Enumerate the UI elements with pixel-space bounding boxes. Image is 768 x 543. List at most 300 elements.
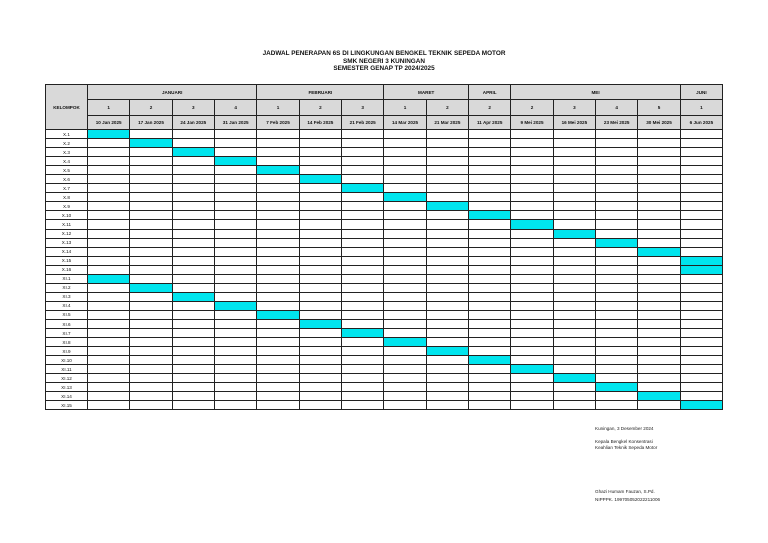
schedule-cell [638,202,680,211]
schedule-cell [384,283,426,292]
schedule-cell [257,184,299,193]
schedule-cell [257,338,299,347]
schedule-cell [638,319,680,328]
schedule-cell [257,374,299,383]
schedule-cell [680,211,722,220]
schedule-cell [469,148,511,157]
schedule-cell [299,184,341,193]
schedule-cell [511,292,553,301]
schedule-cell [426,157,468,166]
schedule-cell [511,256,553,265]
schedule-cell [638,329,680,338]
date-header: 16 Mei 2025 [553,116,595,130]
schedule-cell [299,148,341,157]
schedule-cell [172,238,214,247]
schedule-cell [214,220,256,229]
schedule-cell [469,130,511,139]
schedule-cell [553,130,595,139]
schedule-cell [342,374,384,383]
schedule-cell [172,338,214,347]
week-header: 4 [214,100,256,116]
schedule-cell [596,220,638,229]
schedule-cell [511,383,553,392]
week-header: 1 [680,100,722,116]
group-label: X.5 [46,166,88,175]
week-header: 5 [638,100,680,116]
schedule-cell [680,148,722,157]
schedule-cell [596,184,638,193]
schedule-cell [638,157,680,166]
schedule-cell [172,347,214,356]
date-header: 17 Jan 2025 [130,116,172,130]
schedule-cell [511,184,553,193]
schedule-cell [553,338,595,347]
schedule-cell [680,166,722,175]
schedule-cell [342,157,384,166]
schedule-cell [426,301,468,310]
schedule-cell [553,175,595,184]
schedule-cell [426,247,468,256]
table-row [46,202,723,211]
schedule-cell [342,338,384,347]
schedule-cell [426,338,468,347]
group-label: XI.8 [46,338,88,347]
schedule-cell [342,238,384,247]
schedule-cell [469,347,511,356]
schedule-cell [342,319,384,328]
schedule-cell [214,130,256,139]
schedule-cell [596,319,638,328]
schedule-cell [511,274,553,283]
schedule-cell [553,220,595,229]
schedule-cell [299,265,341,274]
group-label: XI.7 [46,329,88,338]
schedule-cell [257,157,299,166]
schedule-cell [342,193,384,202]
schedule-cell [638,265,680,274]
schedule-cell [257,130,299,139]
schedule-cell [130,148,172,157]
schedule-cell [299,401,341,410]
schedule-cell [88,157,130,166]
scheduled-cell [342,329,384,338]
schedule-cell [342,130,384,139]
schedule-cell [299,374,341,383]
schedule-cell [214,247,256,256]
schedule-cell [553,347,595,356]
schedule-cell [680,310,722,319]
schedule-cell [214,238,256,247]
schedule-cell [426,329,468,338]
group-label: XI.12 [46,374,88,383]
schedule-cell [553,139,595,148]
date-header-row [46,116,723,130]
table-row [46,265,723,274]
schedule-cell [172,166,214,175]
schedule-cell [88,229,130,238]
schedule-cell [172,139,214,148]
table-row [46,347,723,356]
schedule-cell [511,238,553,247]
schedule-cell [596,338,638,347]
schedule-cell [511,401,553,410]
schedule-cell [511,319,553,328]
schedule-cell [130,175,172,184]
schedule-cell [172,175,214,184]
schedule-cell [88,365,130,374]
schedule-cell [553,247,595,256]
scheduled-cell [342,184,384,193]
schedule-cell [88,175,130,184]
schedule-cell [342,283,384,292]
schedule-cell [596,148,638,157]
schedule-cell [553,329,595,338]
schedule-cell [638,256,680,265]
schedule-cell [680,383,722,392]
schedule-cell [680,193,722,202]
schedule-cell [553,211,595,220]
schedule-cell [638,148,680,157]
table-row [46,338,723,347]
group-label: X.9 [46,202,88,211]
schedule-cell [172,157,214,166]
schedule-cell [130,401,172,410]
schedule-cell [384,130,426,139]
schedule-cell [384,157,426,166]
schedule-cell [88,329,130,338]
schedule-cell [88,184,130,193]
title-line-3: SEMESTER GENAP TP 2024/2025 [333,65,435,73]
schedule-cell [88,356,130,365]
schedule-cell [680,229,722,238]
schedule-cell [680,283,722,292]
schedule-cell [553,184,595,193]
schedule-cell [172,202,214,211]
schedule-cell [469,392,511,401]
scheduled-cell [384,193,426,202]
schedule-cell [257,392,299,401]
schedule-cell [214,184,256,193]
schedule-cell [511,374,553,383]
schedule-cell [426,148,468,157]
schedule-cell [638,166,680,175]
table-row [46,157,723,166]
schedule-cell [384,220,426,229]
schedule-cell [553,392,595,401]
schedule-cell [384,319,426,328]
schedule-cell [257,319,299,328]
schedule-cell [426,365,468,374]
group-label: X.13 [46,238,88,247]
schedule-cell [511,356,553,365]
schedule-cell [342,401,384,410]
schedule-cell [214,310,256,319]
schedule-cell [88,383,130,392]
group-label: XI.4 [46,301,88,310]
date-header: 24 Jan 2025 [172,116,214,130]
table-row [46,193,723,202]
schedule-cell [257,211,299,220]
group-label: X.4 [46,157,88,166]
scheduled-cell [88,274,130,283]
schedule-cell [553,365,595,374]
schedule-cell [596,365,638,374]
schedule-cell [469,365,511,374]
schedule-cell [469,193,511,202]
schedule-cell [342,383,384,392]
schedule-cell [299,247,341,256]
schedule-cell [426,292,468,301]
schedule-cell [680,374,722,383]
schedule-cell [596,130,638,139]
schedule-cell [130,247,172,256]
schedule-cell [88,310,130,319]
schedule-cell [511,310,553,319]
schedule-cell [88,211,130,220]
schedule-cell [638,274,680,283]
schedule-cell [88,193,130,202]
schedule-cell [680,220,722,229]
schedule-cell [596,392,638,401]
schedule-cell [257,220,299,229]
title-line-1: JADWAL PENERAPAN 6S DI LINGKUNGAN BENGKEL TEKNIK SEPEDA MOTOR [262,50,506,57]
schedule-cell [257,292,299,301]
signature-block [595,426,657,451]
schedule-cell [680,247,722,256]
scheduled-cell [680,401,722,410]
table-row [46,184,723,193]
schedule-cell [596,229,638,238]
schedule-cell [596,301,638,310]
date-header: 31 Jan 2025 [214,116,256,130]
schedule-cell [426,265,468,274]
schedule-body [46,130,723,410]
date-header: 30 Mei 2025 [638,116,680,130]
schedule-cell [384,139,426,148]
schedule-cell [88,238,130,247]
schedule-cell [511,175,553,184]
schedule-cell [257,301,299,310]
scheduled-cell [384,338,426,347]
schedule-cell [553,283,595,292]
schedule-cell [469,383,511,392]
schedule-cell [88,139,130,148]
schedule-cell [257,329,299,338]
schedule-cell [299,274,341,283]
schedule-cell [638,374,680,383]
schedule-cell [511,148,553,157]
schedule-cell [130,292,172,301]
week-header-row [46,100,723,116]
schedule-cell [596,211,638,220]
schedule-cell [596,202,638,211]
schedule-cell [553,356,595,365]
schedule-cell [130,202,172,211]
group-label: XI.15 [46,401,88,410]
schedule-cell [172,274,214,283]
scheduled-cell [596,383,638,392]
group-label: XI.10 [46,356,88,365]
schedule-cell [680,202,722,211]
schedule-cell [172,383,214,392]
schedule-cell [214,193,256,202]
schedule-cell [596,283,638,292]
scheduled-cell [172,292,214,301]
table-row [46,274,723,283]
schedule-cell [214,329,256,338]
month-header: FEBRUARI [257,85,384,100]
schedule-cell [384,356,426,365]
schedule-cell [299,193,341,202]
schedule-cell [88,401,130,410]
schedule-cell [638,220,680,229]
group-label: X.12 [46,229,88,238]
schedule-cell [88,347,130,356]
schedule-cell [638,175,680,184]
schedule-cell [638,184,680,193]
schedule-cell [596,157,638,166]
schedule-cell [680,274,722,283]
schedule-cell [638,211,680,220]
scheduled-cell [214,301,256,310]
schedule-cell [553,310,595,319]
schedule-cell [680,184,722,193]
table-row [46,256,723,265]
schedule-cell [638,365,680,374]
schedule-cell [680,365,722,374]
table-row [46,310,723,319]
schedule-cell [553,148,595,157]
schedule-cell [596,193,638,202]
signer-role-line-1: Kepala Bengkel Konsentrasi [595,439,653,444]
schedule-cell [130,238,172,247]
schedule-cell [88,166,130,175]
schedule-cell [257,274,299,283]
group-label: X.14 [46,247,88,256]
group-label: X.15 [46,256,88,265]
month-header: JANUARI [88,85,257,100]
schedule-cell [426,229,468,238]
schedule-cell [130,374,172,383]
schedule-cell [342,148,384,157]
schedule-cell [384,265,426,274]
schedule-cell [384,329,426,338]
week-header: 2 [130,100,172,116]
table-row [46,319,723,328]
schedule-cell [596,347,638,356]
schedule-cell [299,256,341,265]
scheduled-cell [257,166,299,175]
schedule-cell [172,401,214,410]
week-header: 1 [257,100,299,116]
schedule-cell [511,338,553,347]
schedule-cell [342,274,384,283]
schedule-cell [257,238,299,247]
schedule-cell [426,166,468,175]
schedule-cell [88,265,130,274]
schedule-cell [214,338,256,347]
schedule-cell [638,229,680,238]
date-header: 10 Jan 2025 [88,116,130,130]
date-header: 21 Feb 2025 [342,116,384,130]
schedule-cell [299,229,341,238]
week-header: 4 [596,100,638,116]
schedule-cell [426,401,468,410]
schedule-cell [257,139,299,148]
schedule-cell [299,301,341,310]
week-header: 3 [553,100,595,116]
schedule-cell [638,347,680,356]
schedule-cell [130,184,172,193]
schedule-cell [680,130,722,139]
date-header: 6 Jun 2025 [680,116,722,130]
schedule-cell [596,310,638,319]
schedule-cell [638,292,680,301]
schedule-cell [299,157,341,166]
schedule-cell [638,383,680,392]
schedule-cell [426,175,468,184]
schedule-cell [172,193,214,202]
schedule-cell [469,301,511,310]
schedule-cell [553,157,595,166]
schedule-cell [299,220,341,229]
schedule-cell [469,166,511,175]
scheduled-cell [680,256,722,265]
schedule-cell [130,157,172,166]
scheduled-cell [299,319,341,328]
schedule-cell [214,383,256,392]
schedule-cell [596,265,638,274]
table-row [46,401,723,410]
week-header: 1 [384,100,426,116]
schedule-cell [680,356,722,365]
schedule-cell [214,401,256,410]
schedule-cell [88,301,130,310]
schedule-cell [299,392,341,401]
schedule-cell [384,166,426,175]
schedule-cell [469,256,511,265]
week-header: 2 [299,100,341,116]
month-header: APRIL [469,85,511,100]
schedule-cell [214,319,256,328]
schedule-cell [680,292,722,301]
schedule-cell [638,193,680,202]
schedule-table [45,84,723,410]
schedule-cell [680,347,722,356]
schedule-cell [257,193,299,202]
place-date: Kuningan, 3 Desember 2024 [595,426,654,431]
group-label: XI.1 [46,274,88,283]
schedule-cell [299,338,341,347]
schedule-cell [88,338,130,347]
schedule-cell [257,365,299,374]
schedule-cell [299,356,341,365]
schedule-cell [214,148,256,157]
date-header: 21 Mar 2025 [426,116,468,130]
schedule-cell [469,220,511,229]
schedule-cell [426,392,468,401]
schedule-cell [214,256,256,265]
schedule-cell [257,202,299,211]
schedule-cell [384,401,426,410]
schedule-cell [130,329,172,338]
schedule-cell [680,301,722,310]
title-line-2: SMK NEGERI 3 KUNINGAN [342,57,426,65]
scheduled-cell [553,229,595,238]
schedule-cell [384,392,426,401]
table-row [46,301,723,310]
scheduled-cell [638,392,680,401]
